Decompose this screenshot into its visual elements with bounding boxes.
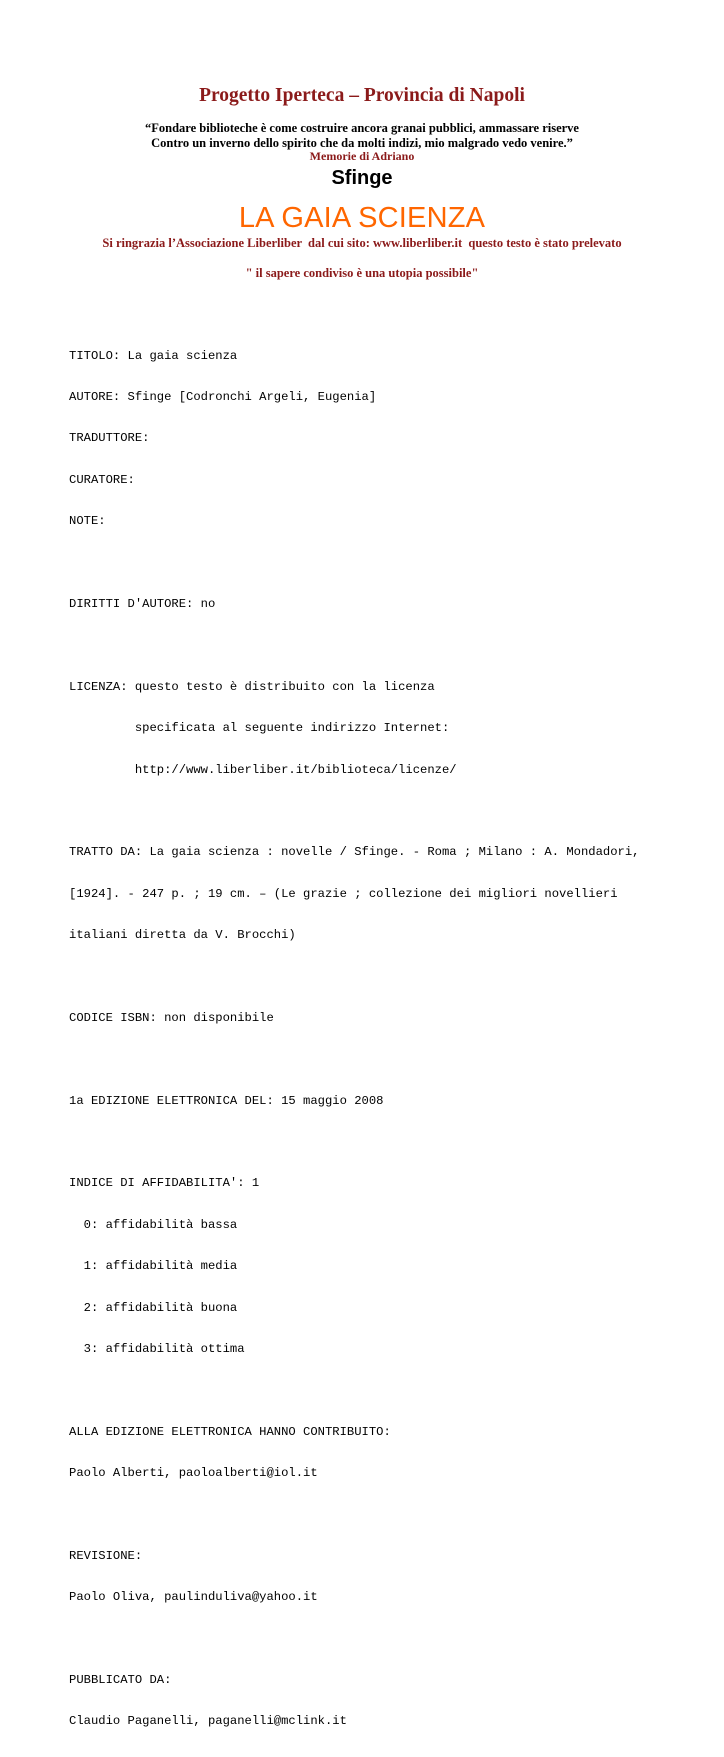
spacer	[69, 1384, 709, 1398]
metadata-titolo: TITOLO: La gaia scienza	[69, 348, 238, 363]
spacer	[69, 1136, 709, 1150]
metadata-licenza-url: http://www.liberliber.it/biblioteca/licenze/	[69, 762, 457, 777]
spacer	[69, 1633, 709, 1647]
author-heading: Sfinge	[331, 167, 393, 189]
metadata-indice-heading: INDICE DI AFFIDABILITA': 1	[69, 1176, 260, 1191]
metadata-tratto-line-2: [1924]. - 247 p. ; 19 cm. – (Le grazie ; collezione dei migliori novellieri	[69, 886, 618, 901]
metadata-pubblicato-name: Claudio Paganelli, paganelli@mclink.it	[69, 1714, 347, 1729]
quote	[0, 121, 724, 150]
spacer	[69, 1053, 709, 1067]
spacer	[69, 805, 709, 819]
metadata-tratto-line-3: italiani diretta da V. Brocchi)	[69, 928, 296, 943]
metadata-diritti: DIRITTI D'AUTORE: no	[69, 596, 216, 611]
metadata-contributi-heading: ALLA EDIZIONE ELETTRONICA HANNO CONTRIBUITO:	[69, 1424, 391, 1439]
metadata-licenza-line-1: LICENZA: questo testo è distribuito con la licenza	[69, 679, 435, 694]
thanks-note: Si ringrazia l’Associazione Liberliber dal cui sito: www.liberliber.it questo testo è stato prelevato	[102, 236, 622, 250]
quote-line-1: “Fondare biblioteche è come costruire ancora granai pubblici, ammassare riserve	[145, 121, 579, 135]
metadata-revisione-name: Paolo Oliva, paulinduliva@yahoo.it	[69, 1590, 318, 1605]
metadata-pubblicato-heading: PUBBLICATO DA:	[69, 1673, 172, 1688]
metadata-traduttore: TRADUTTORE:	[69, 431, 150, 446]
metadata-indice-3: 3: affidabilità ottima	[69, 1341, 245, 1356]
metadata-revisione-heading: REVISIONE:	[69, 1548, 143, 1563]
metadata-note: NOTE:	[69, 514, 106, 529]
spacer	[69, 639, 709, 653]
motto: " il sapere condiviso è una utopia possibile"	[245, 266, 479, 280]
metadata-edizione: 1a EDIZIONE ELETTRONICA DEL: 15 maggio 2008	[69, 1093, 384, 1108]
header	[0, 82, 724, 164]
quote-source: Memorie di Adriano	[309, 149, 415, 163]
book-title: LA GAIA SCIENZA	[238, 202, 486, 234]
project-title: Progetto Iperteca – Provincia di Napoli	[199, 85, 525, 106]
spacer	[69, 1509, 709, 1523]
spacer	[69, 557, 709, 571]
metadata-contributi-name: Paolo Alberti, paoloalberti@iol.it	[69, 1466, 318, 1481]
spacer	[69, 970, 709, 984]
metadata-block	[69, 322, 709, 1757]
metadata-tratto-line-1: TRATTO DA: La gaia scienza : novelle / Sfinge. - Roma ; Milano : A. Mondadori,	[69, 845, 640, 860]
quote-line-2: Contro un inverno dello spirito che da molti indizi, mio malgrado vedo venire.”	[151, 135, 573, 150]
metadata-indice-2: 2: affidabilità buona	[69, 1300, 238, 1315]
metadata-indice-0: 0: affidabilità bassa	[69, 1217, 238, 1232]
metadata-indice-1: 1: affidabilità media	[69, 1259, 238, 1274]
metadata-curatore: CURATORE:	[69, 472, 135, 487]
metadata-licenza-line-2: specificata al seguente indirizzo Internet:	[69, 721, 450, 736]
metadata-isbn: CODICE ISBN: non disponibile	[69, 1010, 274, 1025]
metadata-autore: AUTORE: Sfinge [Codronchi Argeli, Eugenia]	[69, 389, 377, 404]
